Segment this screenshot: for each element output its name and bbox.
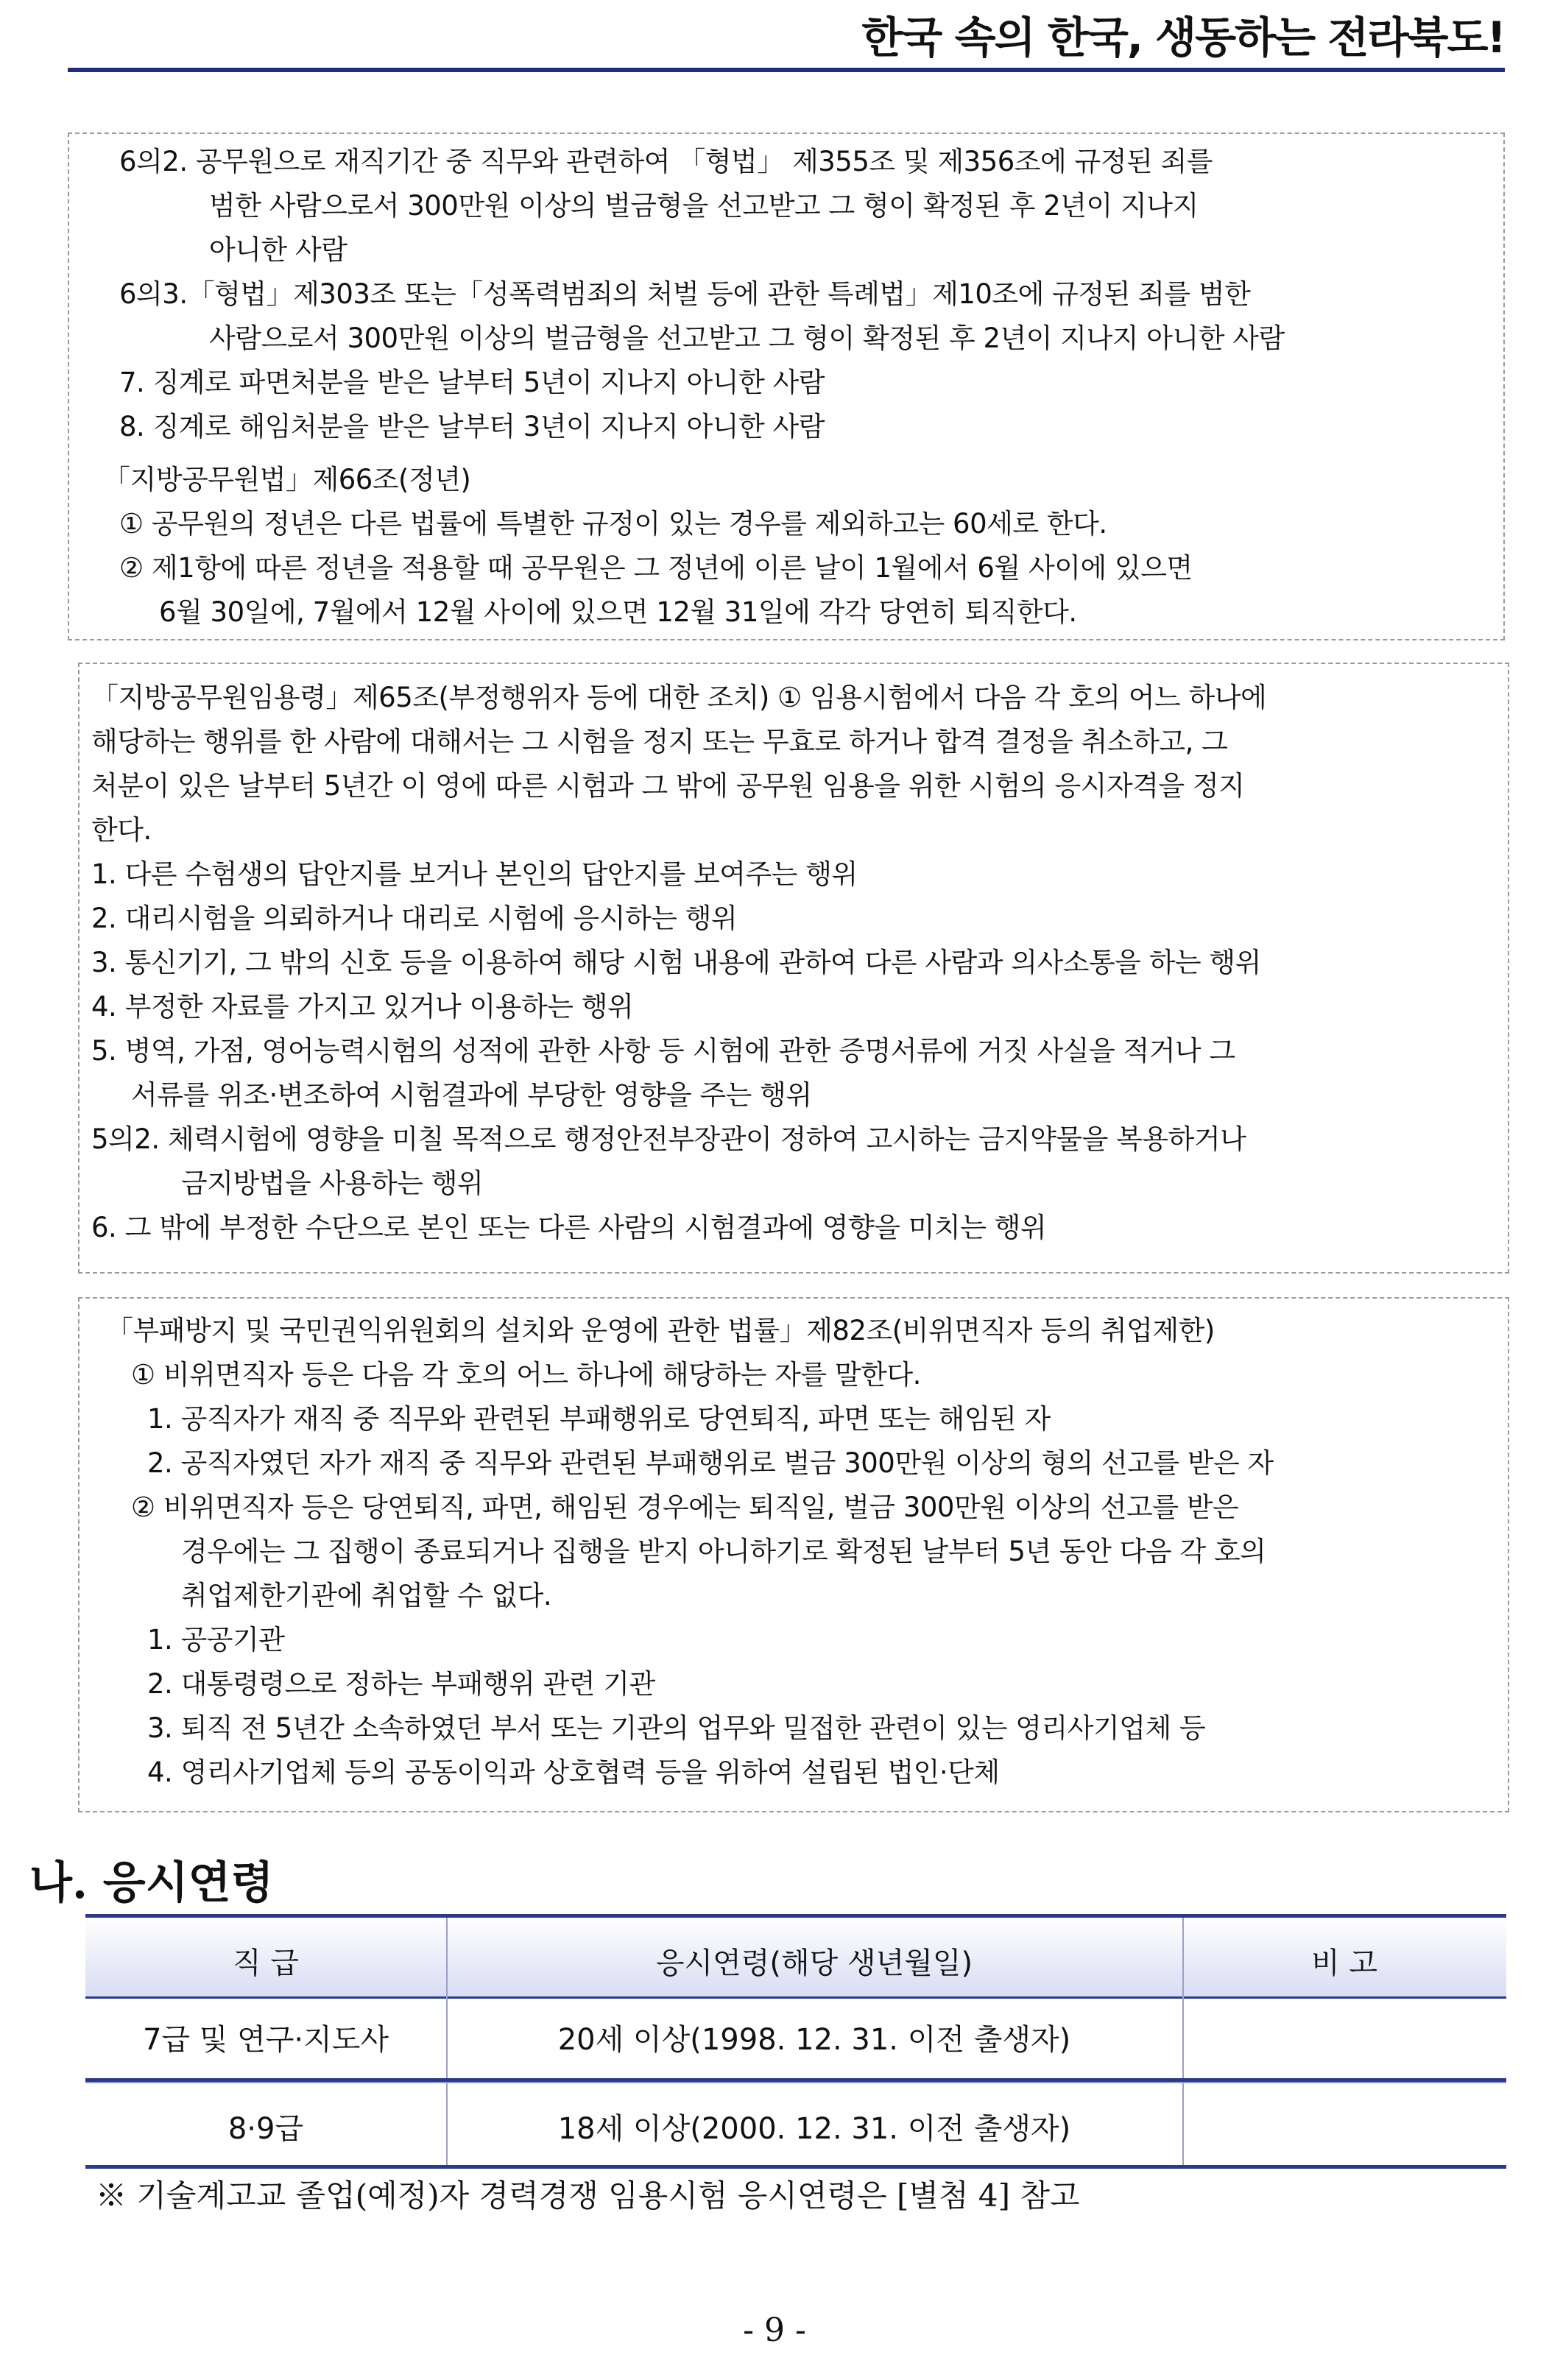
box2-line: 3. 통신기기, 그 밖의 신호 등을 이용하여 해당 시험 내용에 관하여 다른 사람과 의사소통을 하는 행위 bbox=[91, 947, 1261, 978]
box2-line: 2. 대리시험을 의뢰하거나 대리로 시험에 응시하는 행위 bbox=[91, 903, 738, 934]
box1-line: ① 공무원의 정년은 다른 법률에 특별한 규정이 있는 경우를 제외하고는 60세로 한다. bbox=[119, 508, 1107, 540]
box1-line: 8. 징계로 해임처분을 받은 날부터 3년이 지나지 아니한 사람 bbox=[119, 411, 825, 442]
box1-line: 6의3.「형법」제303조 또는「성폭력범죄의 처벌 등에 관한 특례법」제10조에 규정된 죄를 범한 bbox=[119, 278, 1251, 310]
box2-line: 5. 병역, 가점, 영어능력시험의 성적에 관한 사항 등 시험에 관한 증명서류에 거짓 사실을 적거나 그 bbox=[91, 1035, 1235, 1067]
table-column-divider bbox=[1182, 1918, 1184, 2078]
table-header-cell: 응시연령(해당 생년월일) bbox=[655, 1946, 973, 1980]
section-heading: 나. 응시연령 bbox=[29, 1857, 274, 1909]
table-column-divider bbox=[1182, 2083, 1184, 2165]
box2-line: 금지방법을 사용하는 행위 bbox=[181, 1168, 484, 1199]
box1-line: 사람으로서 300만원 이상의 벌금형을 선고받고 그 형이 확정된 후 2년이 지나지 아니한 사람 bbox=[209, 322, 1285, 354]
age-table bbox=[85, 1914, 1506, 2082]
box3-line: 2. 공직자였던 자가 재직 중 직무와 관련된 부패행위로 벌금 300만원 이상의 형의 선고를 받은 자 bbox=[147, 1447, 1274, 1479]
box3-line: 3. 퇴직 전 5년간 소속하였던 부서 또는 기관의 업무와 밀접한 관련이 있는 영리사기업체 등 bbox=[147, 1712, 1206, 1744]
table-cell: 8·9급 bbox=[227, 2112, 304, 2146]
table-cell: 18세 이상(2000. 12. 31. 이전 출생자) bbox=[557, 2112, 1071, 2146]
age-note: ※ 기술계고교 졸업(예정)자 경력경쟁 임용시험 응시연령은 [별첨 4] 참고 bbox=[96, 2178, 1080, 2214]
box1-line: 6의2. 공무원으로 재직기간 중 직무와 관련하여 「형법」 제355조 및 제356조에 규정된 죄를 bbox=[119, 146, 1213, 177]
box2-line: 한다. bbox=[91, 814, 152, 846]
box3-line: 1. 공공기관 bbox=[147, 1624, 285, 1656]
box3-line: 2. 대통령령으로 정하는 부패행위 관련 기관 bbox=[147, 1668, 655, 1700]
box1-line: 아니한 사람 bbox=[209, 234, 347, 266]
box1-line: 6월 30일에, 7월에서 12월 사이에 있으면 12월 31일에 각각 당연히 퇴직한다. bbox=[159, 596, 1077, 628]
box2-line: 서류를 위조·변조하여 시험결과에 부당한 영향을 주는 행위 bbox=[131, 1079, 812, 1111]
age-table-row2 bbox=[85, 2082, 1506, 2169]
table-header-row bbox=[85, 1918, 1506, 1999]
box1-line: ② 제1항에 따른 정년을 적용할 때 공무원은 그 정년에 이른 날이 1월에서 6월 사이에 있으면 bbox=[119, 552, 1193, 584]
box1-line: 「지방공무원법」제66조(정년) bbox=[103, 464, 471, 495]
box2-line: 처분이 있은 날부터 5년간 이 영에 따른 시험과 그 밖에 공무원 임용을 위한 시험의 응시자격을 정지 bbox=[91, 770, 1245, 802]
box3-line: 경우에는 그 집행이 종료되거나 집행을 받지 아니하기로 확정된 날부터 5년 동안 다음 각 호의 bbox=[181, 1536, 1266, 1567]
box3-line: 「부패방지 및 국민권익위원회의 설치와 운영에 관한 법률」제82조(비위면직자 등의 취업제한) bbox=[106, 1315, 1215, 1346]
box2-line: 해당하는 행위를 한 사람에 대해서는 그 시험을 정지 또는 무효로 하거나 합격 결정을 취소하고, 그 bbox=[91, 726, 1228, 758]
employment-restriction-box bbox=[78, 1297, 1509, 1812]
box2-line: 「지방공무원임용령」제65조(부정행위자 등에 대한 조치) ① 임용시험에서 다음 각 호의 어느 하나에 bbox=[91, 682, 1267, 713]
box3-line: ② 비위면직자 등은 당연퇴직, 파면, 해임된 경우에는 퇴직일, 벌금 300만원 이상의 선고를 받은 bbox=[131, 1491, 1239, 1523]
box3-line: 4. 영리사기업체 등의 공동이익과 상호협력 등을 위하여 설립된 법인·단체 bbox=[147, 1756, 1000, 1788]
disqualification-box bbox=[68, 133, 1505, 640]
box2-line: 5의2. 체력시험에 영향을 미칠 목적으로 행정안전부장관이 정하여 고시하는 금지약물을 복용하거나 bbox=[91, 1123, 1246, 1155]
misconduct-box bbox=[78, 663, 1509, 1274]
box1-line: 범한 사람으로서 300만원 이상의 벌금형을 선고받고 그 형이 확정된 후 2년이 지나지 bbox=[209, 190, 1199, 222]
box2-line: 4. 부정한 자료를 가지고 있거나 이용하는 행위 bbox=[91, 991, 634, 1023]
page-number: - 9 - bbox=[743, 2312, 806, 2349]
box1-line: 7. 징계로 파면처분을 받은 날부터 5년이 지나지 아니한 사람 bbox=[119, 367, 825, 398]
header-title: 한국 속의 한국, 생동하는 전라북도! bbox=[861, 13, 1505, 63]
table-header-cell: 직 급 bbox=[233, 1946, 299, 1980]
table-cell: 20세 이상(1998. 12. 31. 이전 출생자) bbox=[557, 2023, 1071, 2057]
box3-line: 취업제한기관에 취업할 수 없다. bbox=[181, 1580, 552, 1611]
header-rule bbox=[68, 68, 1505, 72]
box3-line: 1. 공직자가 재직 중 직무와 관련된 부패행위로 당연퇴직, 파면 또는 해임된 자 bbox=[147, 1403, 1051, 1435]
box3-line: ① 비위면직자 등은 다음 각 호의 어느 하나에 해당하는 자를 말한다. bbox=[131, 1359, 921, 1391]
box2-line: 1. 다른 수험생의 답안지를 보거나 본인의 답안지를 보여주는 행위 bbox=[91, 858, 858, 890]
box2-line: 6. 그 밖에 부정한 수단으로 본인 또는 다른 사람의 시험결과에 영향을 미치는 행위 bbox=[91, 1212, 1047, 1243]
table-header-cell: 비 고 bbox=[1311, 1946, 1377, 1980]
table-cell: 7급 및 연구·지도사 bbox=[142, 2023, 389, 2057]
